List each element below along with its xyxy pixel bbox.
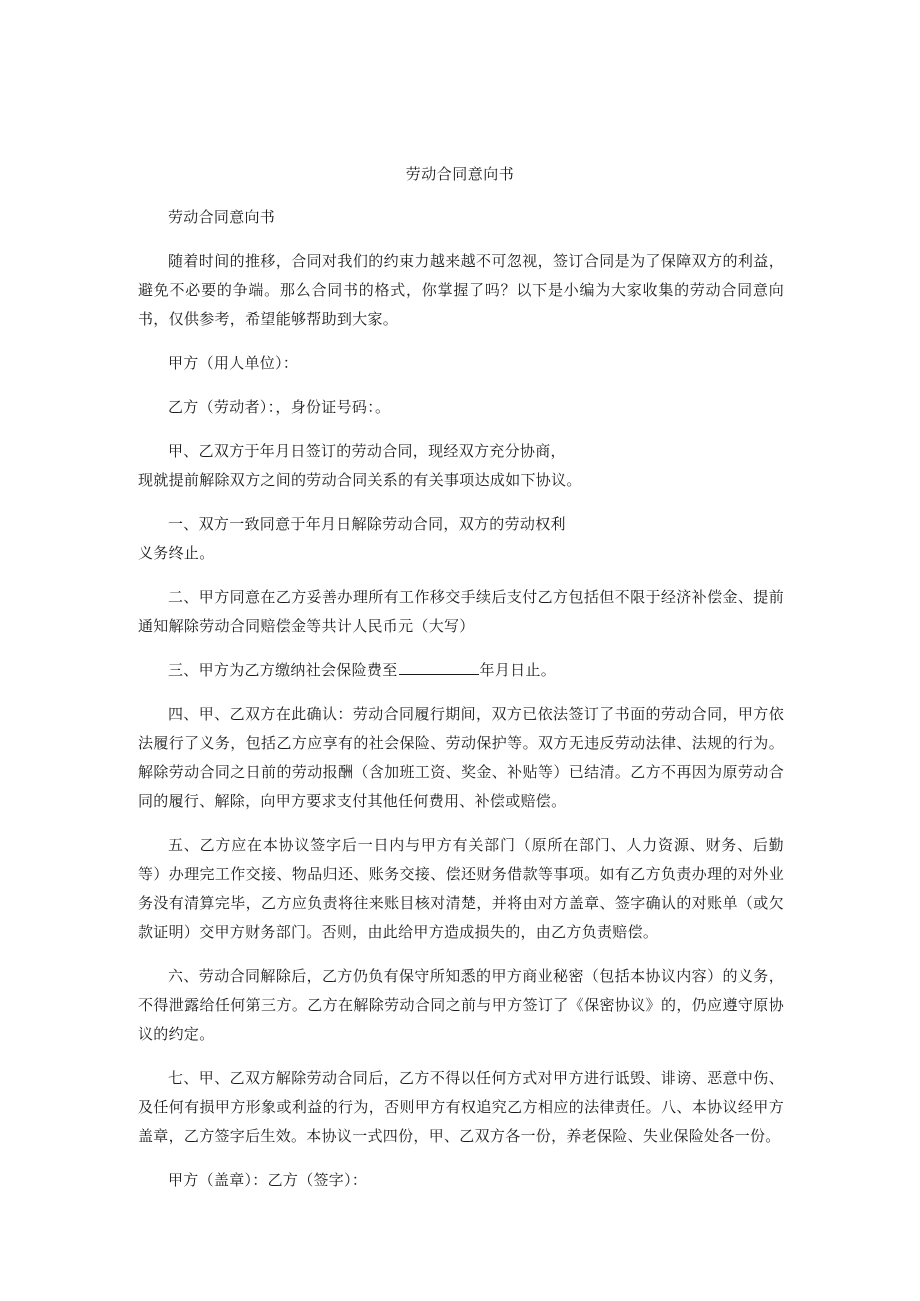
intro-paragraph: 随着时间的推移，合同对我们的约束力越来越不可忽视，签订合同是为了保障双方的利益，避免不必要的争端。那么合同书的格式，你掌握了吗？以下是小编为大家收集的劳动合同意向书，仅供参考，希望能够帮助到大家。 — [138, 252, 784, 328]
clause-5-paragraph: 五、乙方应在本协议签字后一日内与甲方有关部门（原所在部门、人力资源、财务、后勤等）办理完工作交接、物品归还、账务交接、偿还财务借款等事项。如有乙方负责办理的对外业务没有清算完毕，乙方应负责将往来账目核对清楚，并将由对方盖章、签字确认的对账单（或欠款证明）交甲方财务部门。否则，由此给甲方造成损失的，由乙方负责赔偿。 — [138, 836, 784, 941]
clause-3-text-before: 三、甲方为乙方缴纳社会保险费至 — [168, 661, 398, 679]
party-a-line: 甲方（用人单位）： — [168, 354, 299, 372]
fill-in-blank — [399, 658, 479, 675]
document-body — [138, 203, 784, 1210]
clause-7-paragraph: 七、甲、乙双方解除劳动合同后，乙方不得以任何方式对甲方进行诋毁、诽谤、恶意中伤、及任何有损甲方形象或利益的行为，否则甲方有权追究乙方相应的法律责任。八、本协议经甲方盖章，乙方签字后生效。本协议一式四份，甲、乙双方各一份，养老保险、失业保险处各一份。 — [138, 1069, 784, 1145]
clause-1-paragraph — [138, 510, 784, 568]
clause-6-paragraph: 六、劳动合同解除后，乙方仍负有保守所知悉的甲方商业秘密（包括本协议内容）的义务，不得泄露给任何第三方。乙方在解除劳动合同之前与甲方签订了《保密协议》的，仍应遵守原协议的约定。 — [138, 967, 784, 1043]
signature-line: 甲方（盖章）：乙方（签字）： — [168, 1171, 368, 1189]
clause-3-paragraph — [138, 656, 784, 685]
preamble-line-1: 甲、乙双方于年月日签订的劳动合同，现经双方充分协商， — [168, 442, 566, 460]
preamble-paragraph — [138, 437, 784, 495]
clause-3-text-after: 年月日止。 — [479, 661, 557, 679]
clause-1-line-2: 义务终止。 — [138, 544, 215, 562]
clause-4-paragraph: 四、甲、乙双方在此确认：劳动合同履行期间，双方已依法签订了书面的劳动合同，甲方依法履行了义务，包括乙方应享有的社会保险、劳动保护等。双方无违反劳动法律、法规的行为。解除劳动合同之日前的劳动报酬（含加班工资、奖金、补贴等）已结清。乙方不再因为原劳动合同的履行、解除，向甲方要求支付其他任何费用、补偿或赔偿。 — [138, 705, 784, 810]
clause-2-paragraph: 二、甲方同意在乙方妥善办理所有工作移交手续后支付乙方包括但不限于经济补偿金、提前通知解除劳动合同赔偿金等共计人民币元（大写） — [138, 588, 784, 635]
document-title: 劳动合同意向书 — [405, 165, 515, 183]
subtitle-paragraph: 劳动合同意向书 — [168, 208, 276, 226]
clause-1-line-1: 一、双方一致同意于年月日解除劳动合同，双方的劳动权利 — [168, 515, 566, 533]
party-b-line: 乙方（劳动者）：，身份证号码：。 — [168, 398, 391, 416]
preamble-line-2: 现就提前解除双方之间的劳动合同关系的有关事项达成如下协议。 — [138, 471, 582, 489]
